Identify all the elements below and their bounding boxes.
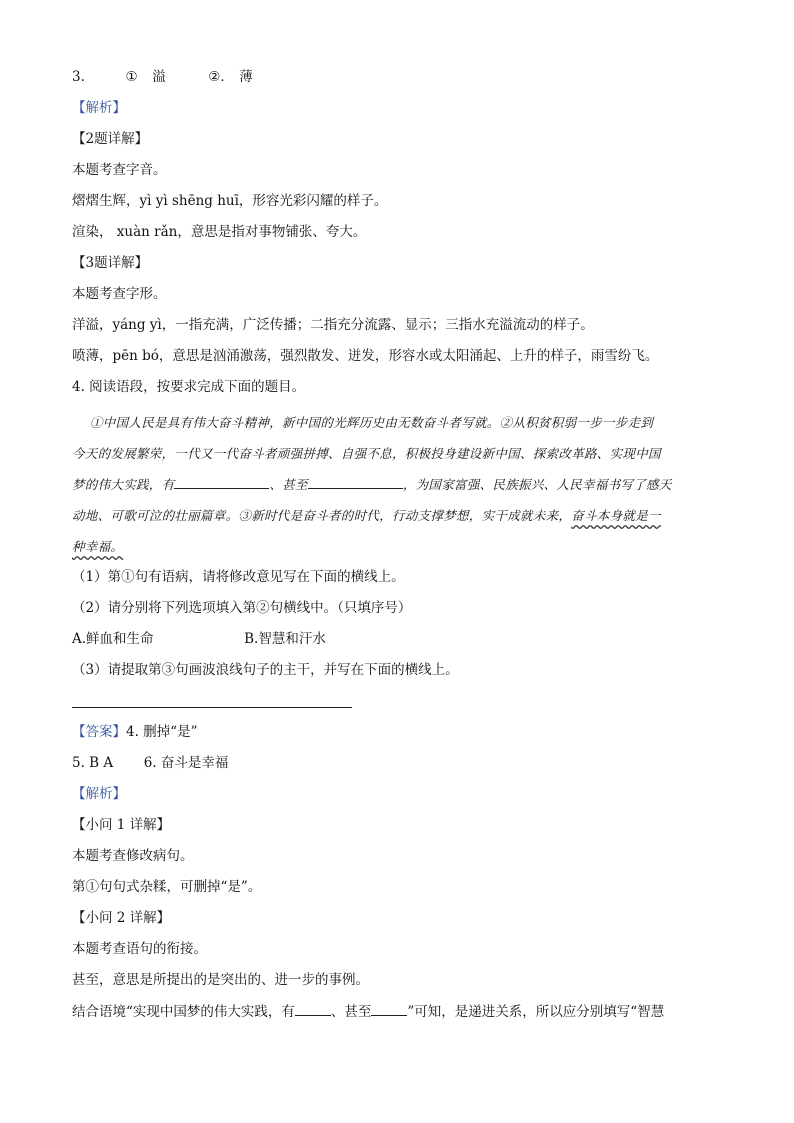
q3-option1-mark: ① <box>125 69 138 85</box>
sub2-detail-intro: 本题考查语句的衔接。 <box>72 941 207 957</box>
q4-sub3: （3）请提取第③句画波浪线句子的主干，并写在下面的横线上。 <box>72 662 459 678</box>
inline-blank-1 <box>295 1001 331 1016</box>
passage-line-3c: ，为国家富强、民族振兴、人民幸福书写了感天 <box>402 477 672 492</box>
passage-line-4a: 动地、可歌可泣的壮丽篇章。③新时代是奋斗者的时代，行动支撑梦想，实干成就未来， <box>72 508 572 523</box>
passage-line-5 <box>72 531 123 562</box>
sub1-detail-line1: 第①句句式杂糅，可删掉“是”。 <box>72 879 262 895</box>
passage-line-1: ①中国人民是具有伟大奋斗精神，新中国的光辉历史由无数奋斗者写就。②从积贫积弱一步一步走到 <box>90 415 654 430</box>
sub1-detail-heading: 【小问 1 详解】 <box>72 817 171 833</box>
wavy-underlined-sentence-part2: 种幸福。 <box>72 539 124 554</box>
q4-sub1: （1）第①句有语病，请将修改意见写在下面的横线上。 <box>72 569 405 585</box>
q3-answer-line <box>72 67 722 87</box>
q3-number: 3. <box>72 69 85 85</box>
q2-detail-line2: 渲染， xuàn rǎn，意思是指对事物铺张、夸大。 <box>72 224 367 240</box>
answer-blank-line <box>72 707 352 708</box>
sub1-detail-intro: 本题考查修改病句。 <box>72 848 194 864</box>
answer-line-2 <box>72 753 722 773</box>
q3-option1-text: 溢 <box>152 69 166 85</box>
sub2-detail-line2b: 、甚至 <box>330 1004 372 1020</box>
option-b: B.智慧和汗水 <box>244 631 326 647</box>
passage-blank-2 <box>308 474 403 489</box>
q2-detail-intro: 本题考查字音。 <box>72 162 167 178</box>
q3-option2-mark: ②. <box>208 69 225 85</box>
q4-title: 4. 阅读语段，按要求完成下面的题目。 <box>72 379 306 395</box>
answer-text-2b: 6. 奋斗是幸福 <box>143 755 229 771</box>
option-a: A.鲜血和生命 <box>72 631 154 647</box>
answer-line-1 <box>72 722 722 742</box>
answer-label: 【答案】 <box>72 724 126 740</box>
sub2-detail-line2a: 结合语境“实现中国梦的伟大实践，有 <box>72 1004 295 1020</box>
q3-detail-line1: 洋溢，yáng yì，一指充满，广泛传播；二指充分流露、显示；三指水充溢流动的样子。 <box>72 317 594 333</box>
answer-text-1: 4. 删掉“是” <box>126 724 198 740</box>
wavy-underlined-sentence-part1: 奋斗本身就是一 <box>571 508 661 523</box>
passage-line-2: 今天的发展繁荣，一代又一代奋斗者顽强拼搏、自强不息，积极投身建设新中国、探索改革路、实现中国 <box>72 446 661 461</box>
q3-option2-text: 薄 <box>239 69 253 85</box>
passage-line-3a: 梦的伟大实践，有 <box>72 477 175 492</box>
q4-options <box>72 629 722 649</box>
q4-passage <box>72 407 722 567</box>
q3-detail-line2: 喷薄，pēn bó，意思是汹涌激荡，强烈散发、迸发，形容水或太阳涌起、上升的样子，雨雪纷飞。 <box>72 348 659 364</box>
q2-detail-line1: 熠熠生辉，yì yì shēng huī，形容光彩闪耀的样子。 <box>72 193 388 209</box>
q4-sub2: （2）请分别将下列选项填入第②句横线中。（只填序号） <box>72 600 412 616</box>
passage-line-3 <box>72 469 672 500</box>
q3-detail-intro: 本题考查字形。 <box>72 286 167 302</box>
passage-line-3b: 、甚至 <box>269 477 308 492</box>
analysis-label: 【解析】 <box>72 100 126 116</box>
analysis-label-2: 【解析】 <box>72 786 126 802</box>
sub2-detail-heading: 【小问 2 详解】 <box>72 910 171 926</box>
inline-blank-2 <box>371 1001 407 1016</box>
passage-line-4 <box>72 500 661 531</box>
sub2-detail-line2 <box>72 1001 722 1022</box>
answer-text-2a: 5. B A <box>72 755 114 771</box>
q2-detail-heading: 【2题详解】 <box>72 131 149 147</box>
passage-blank-1 <box>174 474 269 489</box>
sub2-detail-line2c: ”可知，是递进关系，所以应分别填写“智慧 <box>407 1004 665 1020</box>
sub2-detail-line1: 甚至，意思是所提出的是突出的、进一步的事例。 <box>72 972 369 988</box>
q3-detail-heading: 【3题详解】 <box>72 255 149 271</box>
